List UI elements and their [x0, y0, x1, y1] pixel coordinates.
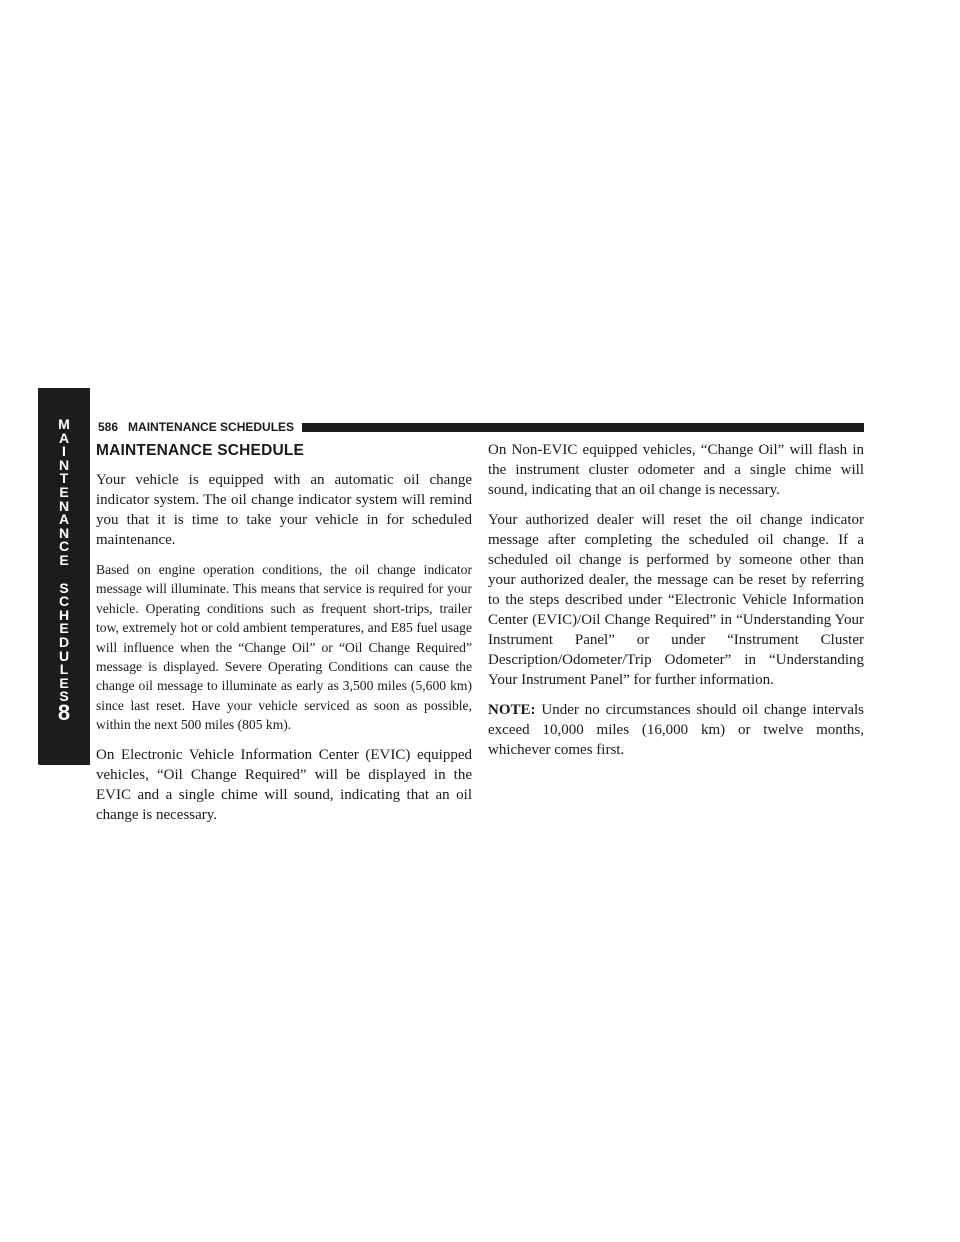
tab-letter: N: [58, 524, 70, 541]
tab-letter: U: [58, 647, 70, 664]
tab-letter: M: [58, 416, 70, 432]
paragraph: On Non-EVIC equipped vehicles, “Change Oil” will flash in the instrument cluster odometer and a single chime will sound, indicating that an oil change is necessary.: [488, 442, 864, 498]
tab-letter: C: [58, 593, 70, 610]
paragraph: Based on engine operation conditions, the oil change indicator message will illuminate. This means that service is required for your vehicle. Operating conditions such as frequent short-trips, trailer tow, extremely hot or cold ambient temperatures, and E85 fuel usage will influence when the “Change Oil” or “Oil Change Required” message is displayed. Severe Operating Conditions can cause the change oil message to illuminate as early as 3,500 miles (5,600 km) since last reset. Have your vehicle serviced as soon as possible, within the next 500 miles (805 km).: [96, 562, 472, 733]
left-column: [96, 440, 472, 835]
tab-letter: L: [59, 661, 69, 678]
tab-letter: A: [58, 429, 70, 446]
chapter-tab-letters: [38, 418, 90, 704]
tab-letter: E: [59, 551, 69, 568]
tab-letter: N: [58, 456, 70, 473]
tab-letter: N: [58, 497, 70, 514]
tab-letter: C: [58, 538, 70, 555]
tab-letter: H: [58, 606, 70, 623]
header-rule: [302, 423, 864, 432]
section-heading: MAINTENANCE SCHEDULE: [96, 442, 305, 459]
paragraph: Your vehicle is equipped with an automatic oil change indicator system. The oil change indicator system will remind you that it is time to take your vehicle in for scheduled maintenance.: [96, 472, 472, 548]
paragraph: Your authorized dealer will reset the oil change indicator message after completing the scheduled oil change. If a scheduled oil change is performed by someone other than your authorized dealer, the message can be reset by referring to the steps described under “Electronic Vehicle Information Center (EVIC)/Oil Change Required” in “Understanding Your Instrument Panel” or under “Instrument Cluster Description/Odometer/Trip Odometer” in “Understanding Your Instrument Panel” for further information.: [488, 512, 864, 688]
chapter-side-tab: [38, 388, 90, 765]
tab-letter: I: [62, 443, 66, 460]
note-text: Under no circumstances should oil change intervals exceed 10,000 miles (16,000 km) or twelve months, whichever comes first.: [488, 702, 864, 758]
page-number: 586: [98, 420, 119, 434]
tab-letter: A: [58, 511, 70, 528]
tab-letter: E: [59, 620, 69, 637]
paragraph: On Electronic Vehicle Information Center (EVIC) equipped vehicles, “Oil Change Required” will be displayed in the EVIC and a single chime will sound, indicating that an oil change is necessary.: [96, 746, 472, 823]
running-title: MAINTENANCE SCHEDULES: [128, 420, 295, 434]
note-label: NOTE:: [488, 702, 536, 718]
page-header: [98, 418, 864, 436]
tab-letter: S: [59, 688, 69, 705]
tab-letter: T: [59, 470, 69, 487]
tab-letter: E: [59, 674, 69, 691]
tab-letter: D: [58, 633, 70, 650]
chapter-number: 8: [57, 700, 71, 725]
note-paragraph: [488, 700, 864, 760]
right-column: [488, 440, 864, 770]
tab-letter: S: [59, 579, 69, 596]
tab-letter: E: [59, 483, 69, 500]
